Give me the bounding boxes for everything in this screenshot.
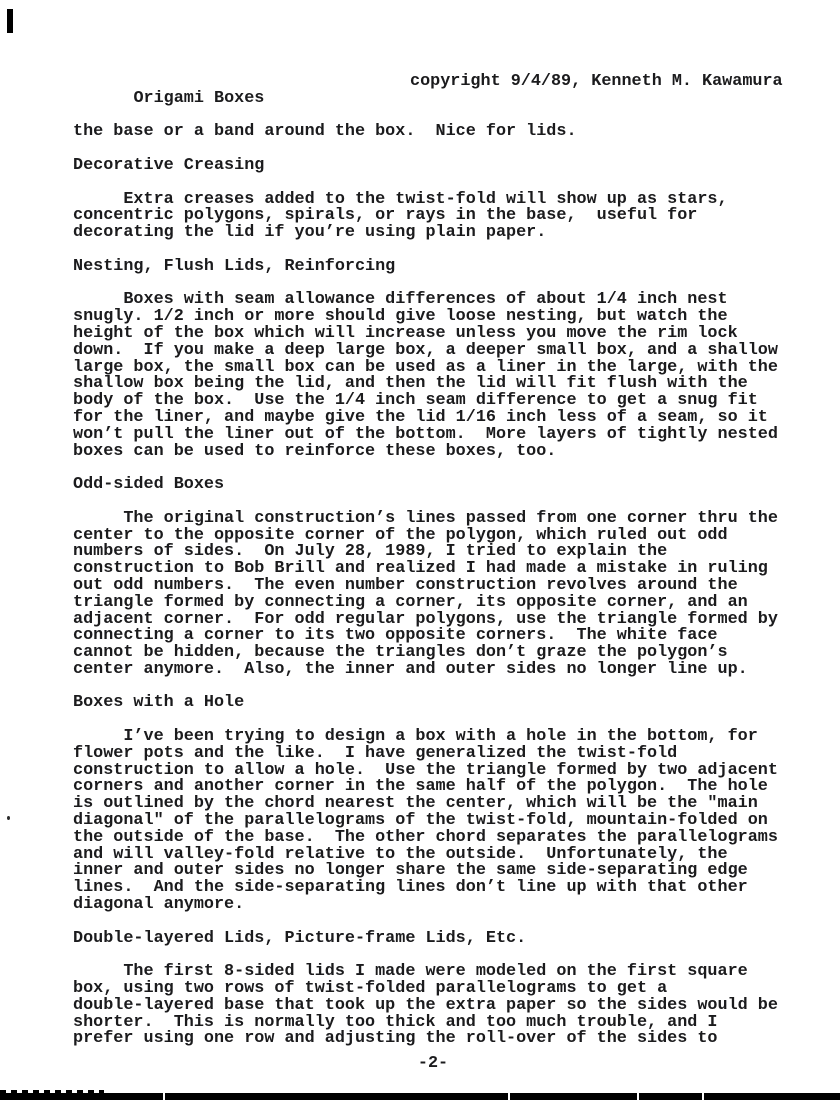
document-sections: [73, 141, 778, 1048]
text-line: numbers of sides. On July 28, 1989, I tried to explain the: [73, 542, 668, 562]
text-line: box, using two rows of twist-folded parallelograms to get a: [73, 979, 668, 999]
text-line: flower pots and the like. I have generalized the twist-fold: [73, 743, 678, 763]
scan-artifact-corner-mark: [7, 9, 13, 33]
intro-line: the base or a band around the box. Nice for lids.: [73, 122, 577, 142]
text-line: out odd numbers. The even number construction revolves around the: [73, 575, 738, 595]
text-line: for the liner, and maybe give the lid 1/16 inch less of a seam, so it: [73, 407, 768, 427]
text-line: is outlined by the chord nearest the center, which will be the "main: [73, 794, 758, 814]
text-line: inner and outer sides no longer share the same side-separating edge: [73, 861, 748, 881]
section-heading: Nesting, Flush Lids, Reinforcing: [73, 256, 396, 276]
text-line: large box, the small box can be used as a liner in the large, with the: [73, 357, 778, 377]
text-line: adjacent corner. For odd regular polygons, use the triangle formed by: [73, 609, 778, 629]
text-line: decorating the lid if you’re using plain paper.: [73, 223, 547, 243]
text-line: won’t pull the liner out of the bottom. More layers of tightly nested: [73, 424, 778, 444]
text-line: prefer using one row and adjusting the roll-over of the sides to: [73, 1029, 718, 1049]
text-line: and will valley-fold relative to the outside. Unfortunately, the: [73, 844, 728, 864]
scan-artifact-bottom-bar: [0, 1093, 840, 1100]
text-line: corners and another corner in the same half of the polygon. The hole: [73, 777, 768, 797]
text-line: I’ve been trying to design a box with a hole in the bottom, for: [73, 727, 758, 747]
text-line: The first 8-sided lids I made were modeled on the first square: [73, 962, 748, 982]
bar-gap: [508, 1093, 510, 1100]
text-line: The original construction’s lines passed from one corner thru the: [73, 508, 778, 528]
text-line: connecting a corner to its two opposite corners. The white face: [73, 626, 718, 646]
document-text: [73, 72, 783, 1049]
page-number: -2-: [417, 1054, 449, 1073]
section-heading: Decorative Creasing: [73, 155, 265, 175]
copyright-text: copyright 9/4/89, Kenneth M. Kawamura: [410, 72, 783, 91]
text-line: double-layered base that took up the extra paper so the sides would be: [73, 995, 778, 1015]
text-line: shallow box being the lid, and then the lid will fit flush with the: [73, 374, 748, 394]
text-line: construction to allow a hole. Use the triangle formed by two adjacent: [73, 760, 778, 780]
document-title: Origami Boxes: [133, 88, 265, 108]
bar-gap: [163, 1093, 165, 1100]
text-line: down. If you make a deep large box, a deeper small box, and a shallow: [73, 340, 778, 360]
text-line: construction to Bob Brill and realized I had made a mistake in ruling: [73, 559, 768, 579]
text-line: cannot be hidden, because the triangles don’t graze the polygon’s: [73, 643, 728, 663]
bar-gap: [637, 1093, 639, 1100]
text-line: boxes can be used to reinforce these boxes, too.: [73, 441, 557, 461]
text-line: lines. And the side-separating lines don’t line up with that other: [73, 878, 748, 898]
text-line: height of the box which will increase unless you move the rim lock: [73, 323, 738, 343]
text-line: diagonal anymore.: [73, 895, 245, 915]
bar-gap: [702, 1093, 704, 1100]
text-line: body of the box. Use the 1/4 inch seam difference to get a snug fit: [73, 391, 758, 411]
text-line: Boxes with seam allowance differences of about 1/4 inch nest: [73, 290, 728, 310]
text-line: the outside of the base. The other chord separates the parallelograms: [73, 827, 778, 847]
document-header: [73, 72, 783, 108]
text-line: shorter. This is normally too thick and too much trouble, and I: [73, 1012, 718, 1032]
text-line: snugly. 1/2 inch or more should give loose nesting, but watch the: [73, 307, 728, 327]
text-line: center anymore. Also, the inner and outer sides no longer line up.: [73, 659, 748, 679]
section-heading: Double-layered Lids, Picture-frame Lids, Etc.: [73, 928, 527, 948]
scan-artifact-dot: [7, 816, 10, 820]
text-line: Extra creases added to the twist-fold will show up as stars,: [73, 189, 728, 209]
text-line: center to the opposite corner of the polygon, which ruled out odd: [73, 525, 728, 545]
text-line: concentric polygons, spirals, or rays in the base, useful for: [73, 206, 698, 226]
text-line: triangle formed by connecting a corner, its opposite corner, and an: [73, 592, 748, 612]
section-heading: Boxes with a Hole: [73, 693, 245, 713]
scan-artifact-dashes: [0, 1090, 104, 1093]
section-heading: Odd-sided Boxes: [73, 475, 225, 495]
text-line: diagonal" of the parallelograms of the twist-fold, mountain-folded on: [73, 811, 768, 831]
